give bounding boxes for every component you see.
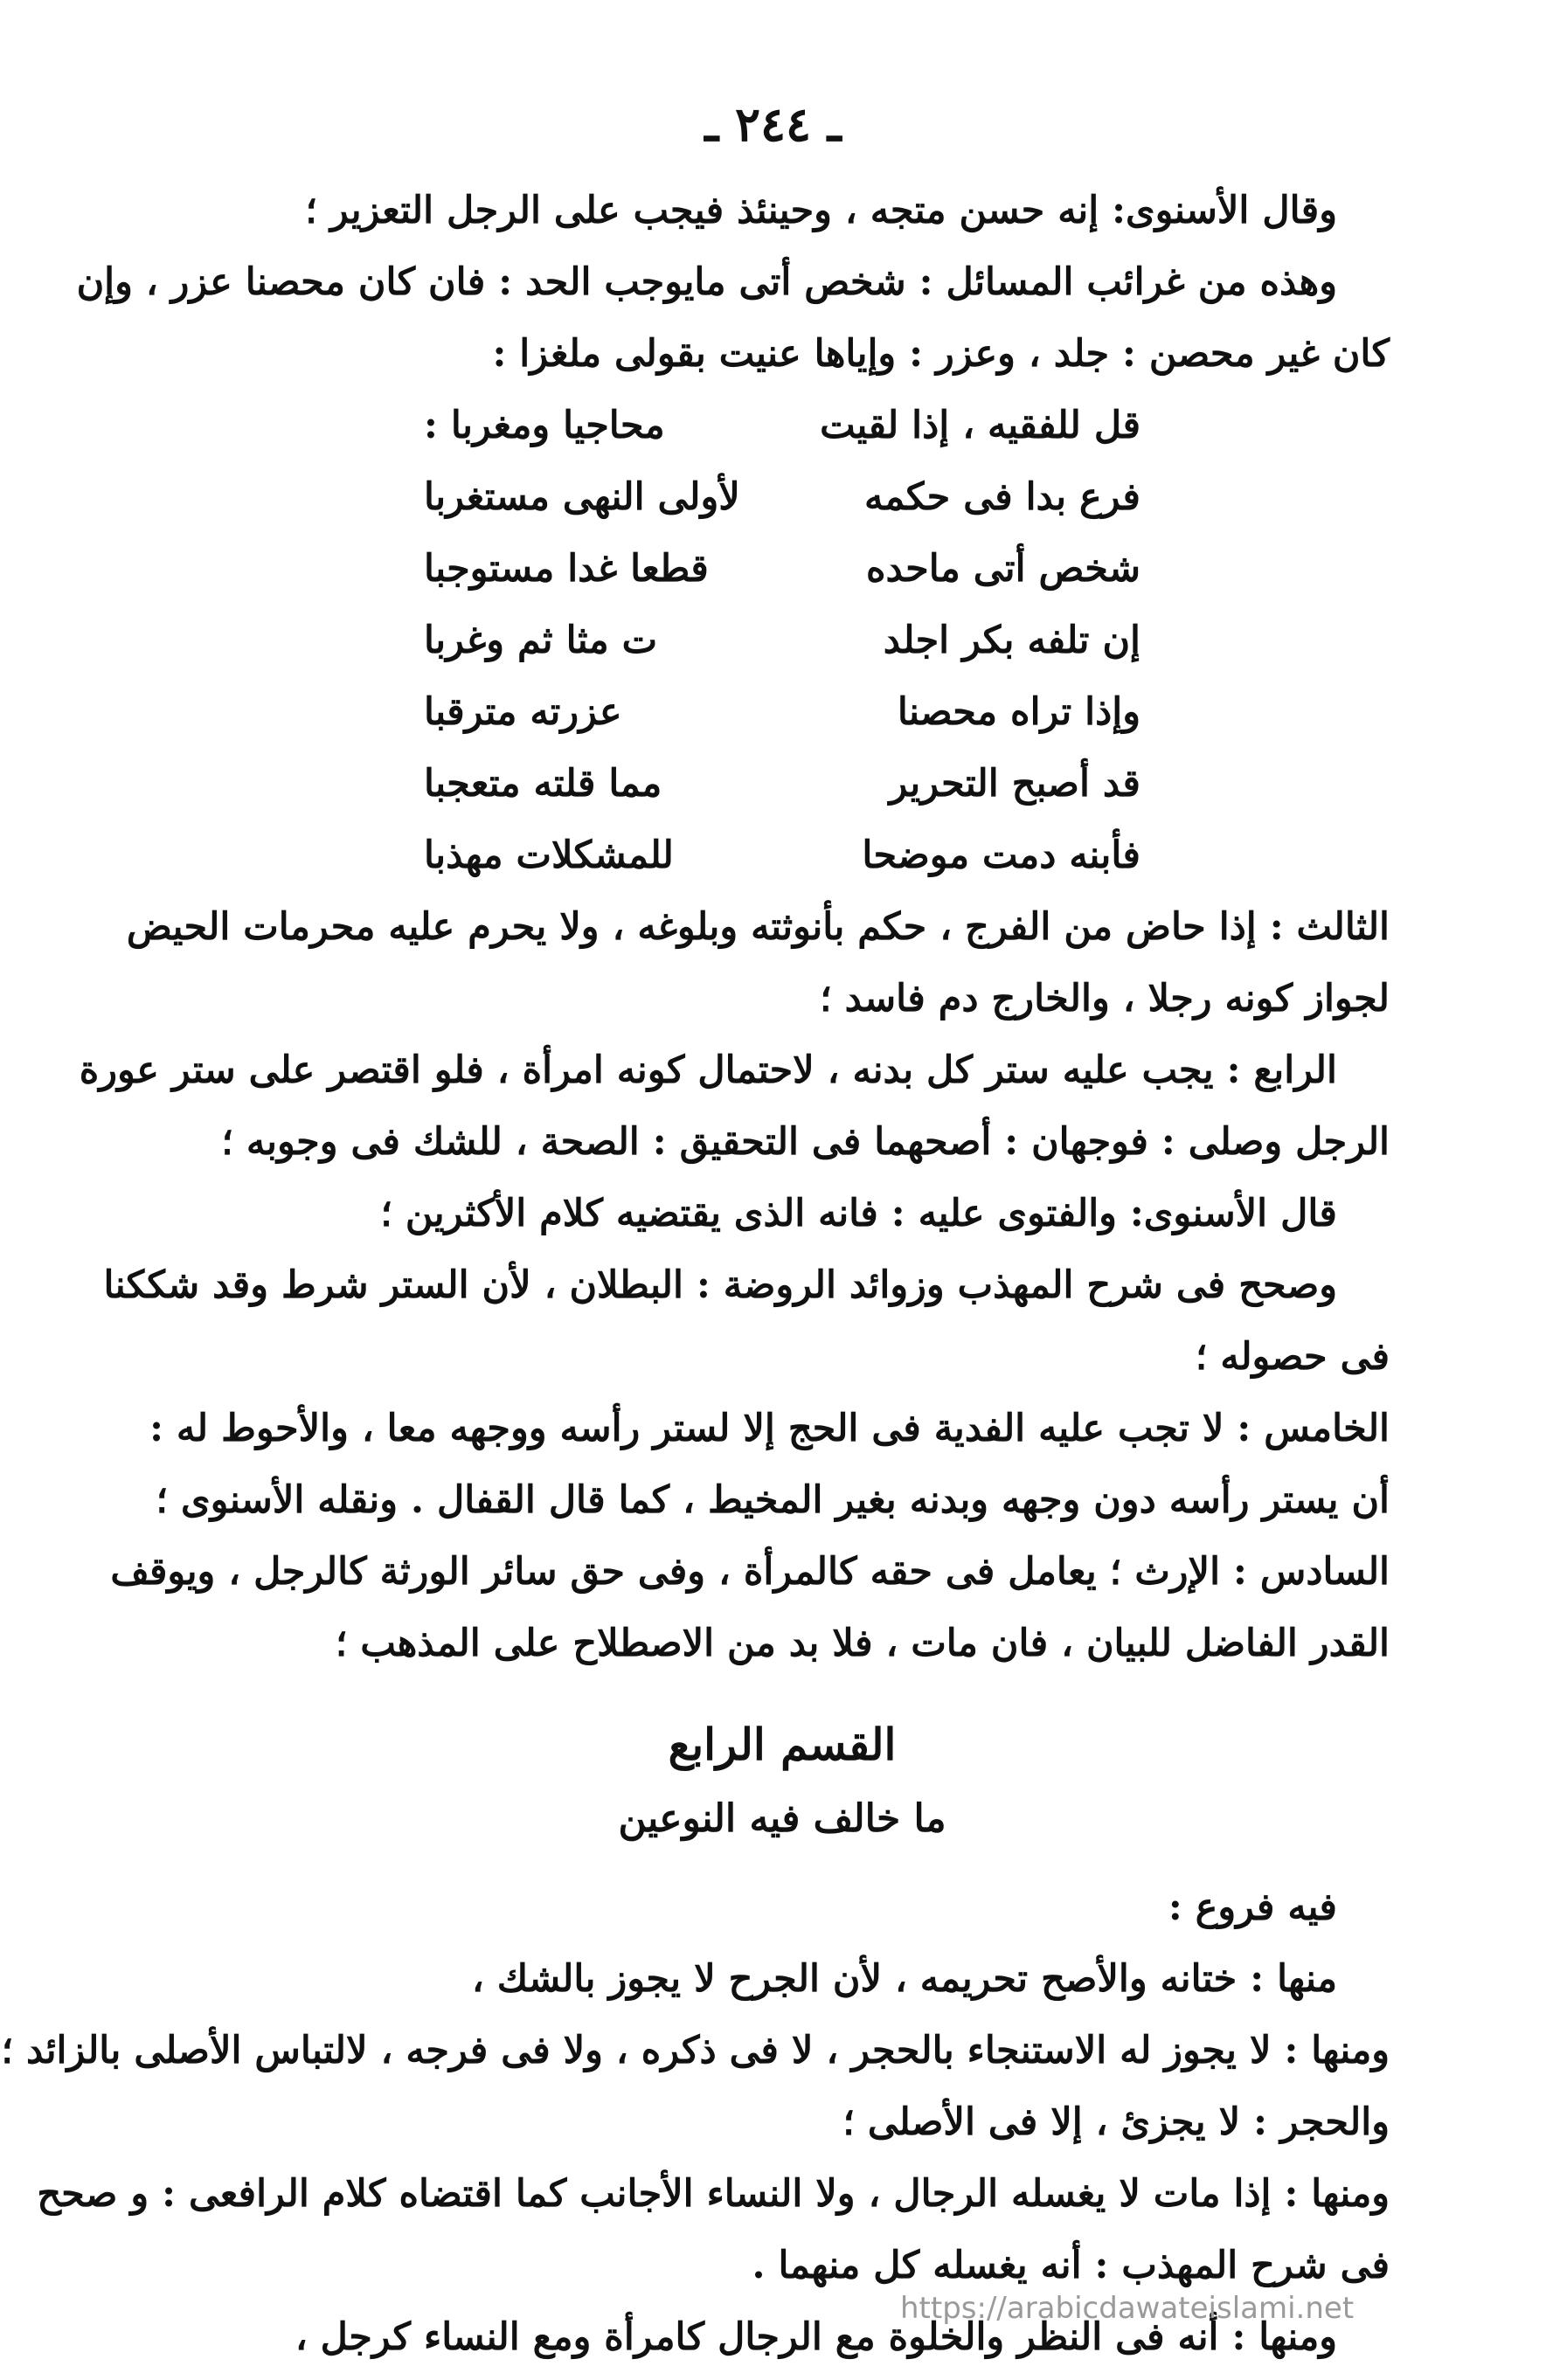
verse-second-hemistich: قطعا غدا مستوجبا (424, 547, 709, 591)
verse (424, 533, 1140, 605)
text-line: فى حصوله ؛ (1195, 1335, 1390, 1379)
watermark-url: https://arabicdawateislami.net (900, 2291, 1355, 2326)
text-line: ومنها : لا يجوز له الاستنجاء بالحجر ، لا فى ذكره ، ولا فى فرجه ، لالتباس الأصلى بالزائد ؛ (1, 2029, 1390, 2072)
text-line: ومنها : إذا مات لا يغسله الرجال ، ولا النساء الأجانب كما اقتضاه كلام الرافعى : و صحح (37, 2172, 1390, 2216)
verse (424, 390, 1140, 461)
verse-first-hemistich: قل للفقيه ، إذا لقيت (820, 404, 1140, 447)
text-line: وصحح فى شرح المهذب وزوائد الروضة : البطلان ، لأن الستر شرط وقد شككنا (103, 1263, 1337, 1307)
text-line: الثالث : إذا حاض من الفرج ، حكم بأنوثته وبلوغه ، ولا يحرم عليه محرمات الحيض (126, 905, 1390, 949)
text-line: والحجر : لا يجزئ ، إلا فى الأصلى ؛ (842, 2100, 1390, 2144)
text-line: وهذه من غرائب المسائل : شخص أتى مايوجب الحد : فان كان محصنا عزر ، وإن (76, 260, 1337, 304)
verse (424, 676, 1140, 748)
verse (424, 605, 1140, 676)
text-line: ومنها : أنه فى النظر والخلوة مع الرجال كامرأة ومع النساء كرجل ، (295, 2315, 1337, 2359)
text-line: كان غير محصن : جلد ، وعزر : وإياها عنيت بقولى ملغزا : (492, 332, 1390, 376)
section-title: القسم الرابع (668, 1719, 897, 1770)
text-line: فيه فروع : (1168, 1885, 1337, 1929)
verse-first-hemistich: وإذا تراه محصنا (897, 690, 1140, 734)
text-line: وقال الأسنوى: إنه حسن متجه ، وحينئذ فيجب على الرجل التعزير ؛ (305, 189, 1337, 232)
verse-first-hemistich: فرع بدا فى حكمه (864, 475, 1140, 519)
text-line: منها : ختانه والأصح تحريمه ، لأن الجرح لا يجوز بالشك ، (471, 1957, 1337, 2001)
poem (424, 390, 1140, 891)
verse-first-hemistich: إن تلفه بكر اجلد (883, 619, 1140, 662)
verse-first-hemistich: فأبنه دمت موضحا (862, 834, 1140, 877)
section-subtitle: ما خالف فيه النوعين (618, 1796, 946, 1841)
text-line: لجواز كونه رجلا ، والخارج دم فاسد ؛ (819, 977, 1390, 1020)
text-line: الخامس : لا تجب عليه الفدية فى الحج إلا لستر رأسه ووجهه معا ، والأحوط له : (149, 1407, 1390, 1450)
verse-second-hemistich: للمشكلات مهذبا (424, 834, 674, 877)
verse-first-hemistich: قد أصبح التحرير (889, 762, 1140, 806)
verse-second-hemistich: ت مثا ثم وغربا (424, 619, 658, 662)
text-line: القدر الفاضل للبيان ، فان مات ، فلا بد من الاصطلاح على المذهب ؛ (335, 1622, 1390, 1665)
verse (424, 820, 1140, 891)
text-line: الرابع : يجب عليه ستر كل بدنه ، لاحتمال كونه امرأة ، فلو اقتصر على ستر عورة (79, 1048, 1337, 1092)
text-line: أن يستر رأسه دون وجهه وبدنه بغير المخيط ، كما قال القفال . ونقله الأسنوى ؛ (156, 1478, 1390, 1522)
text-line: فى شرح المهذب : أنه يغسله كل منهما . (752, 2244, 1390, 2287)
text-line: الرجل وصلى : فوجهان : أصحهما فى التحقيق : الصحة ، للشك فى وجوبه ؛ (221, 1120, 1390, 1164)
text-line: قال الأسنوى: والفتوى عليه : فانه الذى يقتضيه كلام الأكثرين ؛ (380, 1192, 1337, 1235)
verse (424, 461, 1140, 533)
page-number: ـ ٢٤٤ ـ (704, 96, 842, 152)
verse-second-hemistich: لأولى النهى مستغربا (424, 475, 740, 519)
verse-second-hemistich: عزرته مترقبا (424, 690, 622, 734)
verse-second-hemistich: مما قلته متعجبا (424, 762, 662, 806)
verse (424, 748, 1140, 820)
verse-first-hemistich: شخص أتى ماحده (866, 547, 1140, 591)
verse-second-hemistich: محاجيا ومغربا : (424, 404, 665, 447)
page-content (1, 175, 1390, 2373)
text-line: السادس : الإرث ؛ يعامل فى حقه كالمرأة ، وفى حق سائر الورثة كالرجل ، ويوقف (110, 1550, 1390, 1594)
